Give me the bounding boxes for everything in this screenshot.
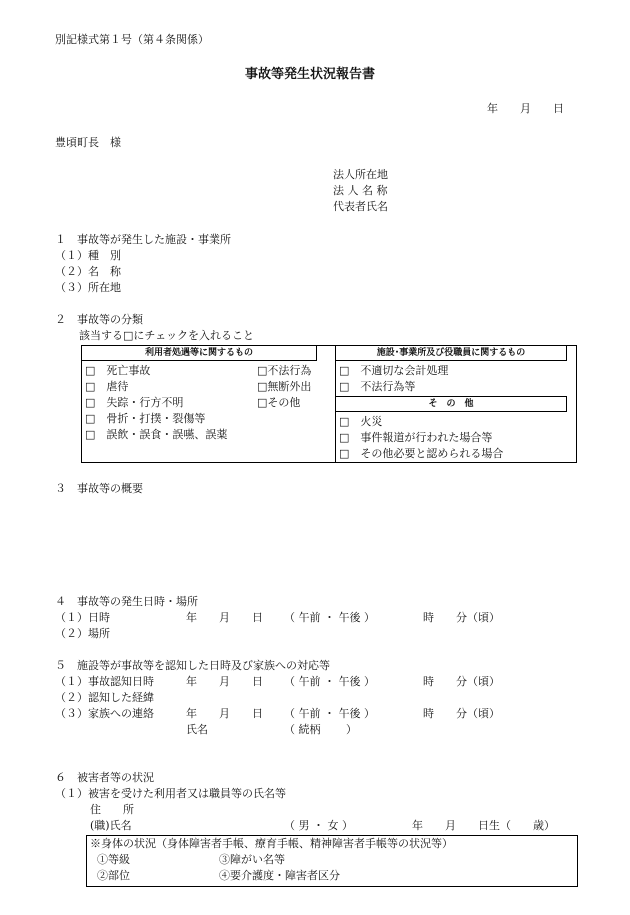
disability-name-label: ③障がい名等 xyxy=(219,853,285,866)
victim-birthdate: 年 月 日生（ 歳） xyxy=(412,819,555,832)
facility-location-label: （３）所在地 xyxy=(55,281,121,294)
page-title: 事故等発生状況報告書 xyxy=(245,67,376,82)
applicant-name-label: 法 人 名 称 xyxy=(333,184,388,197)
recognition-date: 年 月 日 xyxy=(186,675,263,688)
checkbox-ingestion[interactable]: □ 誤飲・誤食・誤嚥、誤薬 xyxy=(85,428,228,441)
recognition-datetime-label: （１）事故認知日時 xyxy=(55,675,154,688)
checkbox-facility-illegal-act[interactable]: □ 不法行為等 xyxy=(339,380,416,393)
facility-name-label: （２）名 称 xyxy=(55,265,121,278)
occurrence-place-label: （２）場所 xyxy=(55,627,110,640)
applicant-address-label: 法人所在地 xyxy=(333,168,388,181)
victim-subheading: （１）被害を受けた利用者又は職員等の氏名等 xyxy=(55,787,286,800)
physical-status-title: ※身体の状況（身体障害者手帳、療育手帳、精神障害者手帳等の状況等） xyxy=(90,837,453,850)
report-date: 年 月 日 xyxy=(487,102,564,115)
section1-heading: １ 事故等が発生した施設・事業所 xyxy=(55,233,231,246)
disability-grade-label: ①等級 xyxy=(97,853,130,866)
checkbox-improper-accounting[interactable]: □ 不適切な会計処理 xyxy=(339,364,449,377)
family-contact-time: 時 分（頃） xyxy=(423,707,500,720)
checkbox-fire[interactable]: □ 火災 xyxy=(339,415,383,428)
body-part-label: ②部位 xyxy=(97,869,130,882)
care-level-label: ④要介護度・障害者区分 xyxy=(219,869,340,882)
checkbox-death-accident[interactable]: □ 死亡事故 xyxy=(85,364,151,377)
recognition-ampm: （ 午前 ・ 午後 ） xyxy=(284,675,375,688)
occurrence-time: 時 分（頃） xyxy=(423,611,500,624)
recognition-process-label: （２）認知した経緯 xyxy=(55,691,154,704)
family-name-label: 氏名 xyxy=(186,723,208,736)
checkbox-injury[interactable]: □ 骨折・打撲・裂傷等 xyxy=(85,412,206,425)
checkbox-illegal-act[interactable]: □不法行為 xyxy=(257,364,312,377)
occurrence-date: 年 月 日 xyxy=(186,611,263,624)
user-treatment-header: 利用者処遇等に関するもの xyxy=(81,345,317,361)
form-number: 別記様式第１号（第４条関係） xyxy=(55,33,209,46)
victim-name-label: (職)氏名 xyxy=(90,819,132,832)
checkbox-missing[interactable]: □ 失踪・行方不明 xyxy=(85,396,184,409)
checkbox-news-report[interactable]: □ 事件報道が行われた場合等 xyxy=(339,431,493,444)
facility-staff-header: 施設･事業所及び役職員に関するもの xyxy=(335,345,567,361)
applicant-representative-label: 代表者氏名 xyxy=(333,200,388,213)
other-header: そ の 他 xyxy=(335,396,567,412)
family-contact-label: （３）家族への連絡 xyxy=(55,707,154,720)
classification-instruction: 該当する□にチェックを入れること xyxy=(79,329,255,342)
addressee: 豊頃町長 様 xyxy=(55,136,121,149)
section6-heading: ６ 被害者等の状況 xyxy=(55,771,154,784)
victim-gender: （ 男 ・ 女 ） xyxy=(284,819,353,832)
recognition-time: 時 分（頃） xyxy=(423,675,500,688)
family-relation: （ 続柄 ） xyxy=(284,723,357,736)
occurrence-ampm: （ 午前 ・ 午後 ） xyxy=(284,611,375,624)
checkbox-other-user[interactable]: □その他 xyxy=(257,396,301,409)
section3-heading: ３ 事故等の概要 xyxy=(55,482,143,495)
victim-address-label: 住 所 xyxy=(90,803,134,816)
checkbox-unauthorized-leave[interactable]: □無断外出 xyxy=(257,380,312,393)
family-contact-date: 年 月 日 xyxy=(186,707,263,720)
facility-type-label: （１）種 別 xyxy=(55,249,121,262)
checkbox-other-necessary[interactable]: □ その他必要と認められる場合 xyxy=(339,447,504,460)
family-contact-ampm: （ 午前 ・ 午後 ） xyxy=(284,707,375,720)
section5-heading: ５ 施設等が事故等を認知した日時及び家族への対応等 xyxy=(55,659,330,672)
section4-heading: ４ 事故等の発生日時・場所 xyxy=(55,595,198,608)
section2-heading: ２ 事故等の分類 xyxy=(55,313,143,326)
occurrence-datetime-label: （１）日時 xyxy=(55,611,110,624)
checkbox-abuse[interactable]: □ 虐待 xyxy=(85,380,129,393)
